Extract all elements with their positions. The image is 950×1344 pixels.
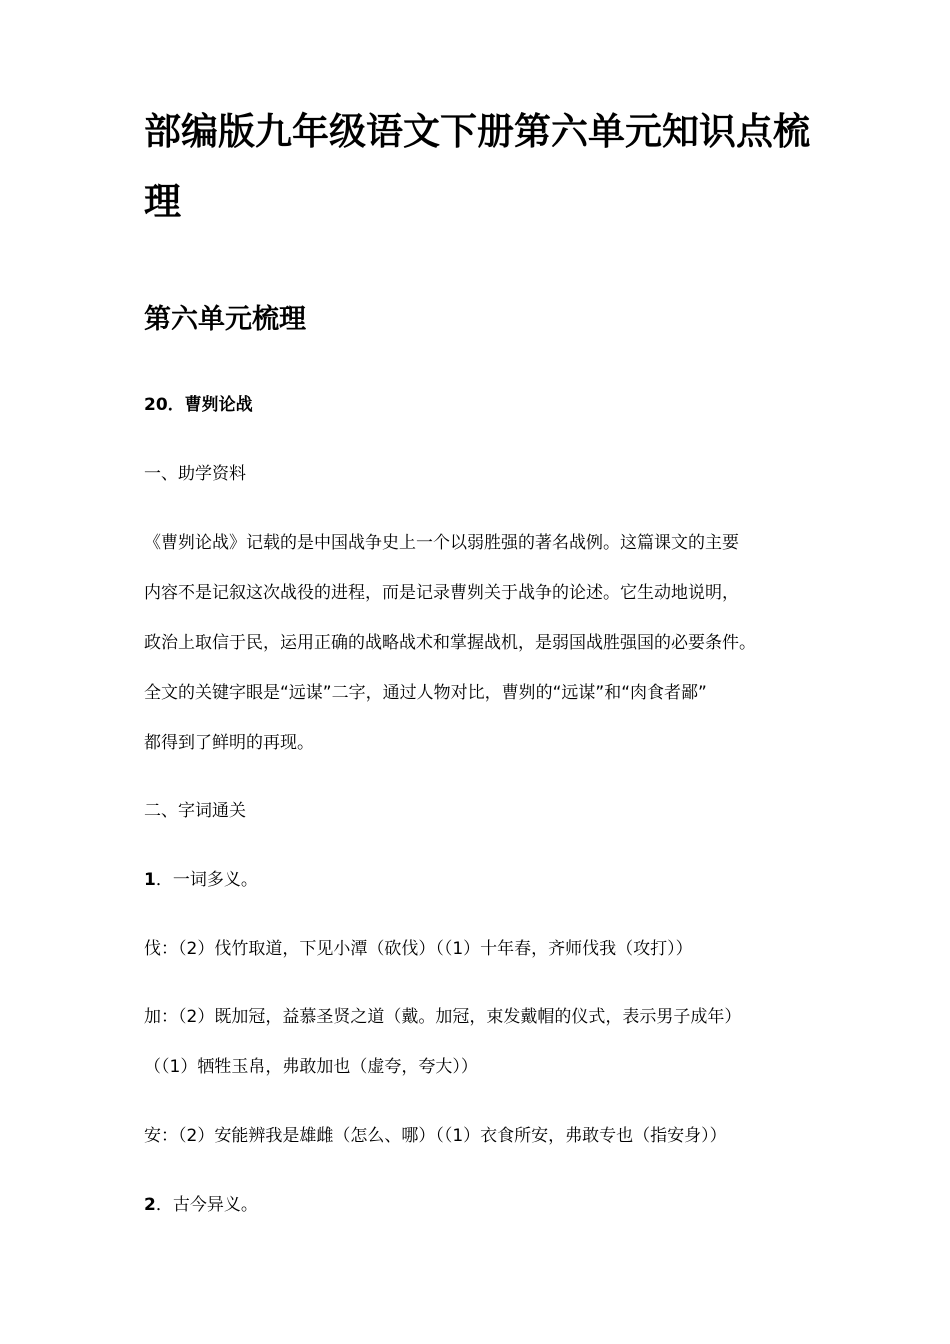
document-title: 部编版九年级语文下册第六单元知识点梳理 [144,110,810,223]
polysemy-an: 安：（2）安能辨我是雄雌（怎么、哪）（（1）衣食所安，弗敢专也（指安身）） [144,1126,727,1146]
item-1-heading [144,867,258,893]
intro-line-2: 内容不是记叙这次战役的进程，而是记录曹刿关于战争的论述。它生动地说明， [144,583,739,603]
polysemy-jia-line-1: 加：（2）既加冠，益慕圣贤之道（戴。加冠，束发戴帽的仪式，表示男子成年） [144,1007,742,1027]
section-title: 第六单元梳理 [144,304,306,335]
item-2-number: 2 [144,1195,156,1215]
polysemy-fa: 伐：（2）伐竹取道，下见小潭（砍伐）（（1）十年春，齐师伐我（攻打）） [144,939,693,959]
part2-heading: 二、字词通关 [144,801,246,821]
item-2-heading [144,1192,258,1218]
intro-line-4: 全文的关键字眼是“远谋”二字，通过人物对比，曹刿的“远谋”和“肉食者鄙” [144,683,707,703]
intro-line-1: 《曹刿论战》记载的是中国战争史上一个以弱胜强的著名战例。这篇课文的主要 [144,533,739,553]
item-2-text: ．古今异义。 [155,1195,258,1215]
part1-heading: 一、助学资料 [144,464,246,484]
intro-line-3: 政治上取信于民，运用正确的战略战术和掌握战机，是弱国战胜强国的必要条件。 [144,633,756,653]
item-1-text: ．一词多义。 [155,870,258,890]
intro-line-5: 都得到了鲜明的再现。 [144,733,314,753]
item-1-number: 1 [144,870,156,890]
lesson-title: 20．曹刿论战 [144,395,253,415]
polysemy-jia-line-2: （（1）牺牲玉帛，弗敢加也（虚夸，夸大）） [144,1057,478,1077]
